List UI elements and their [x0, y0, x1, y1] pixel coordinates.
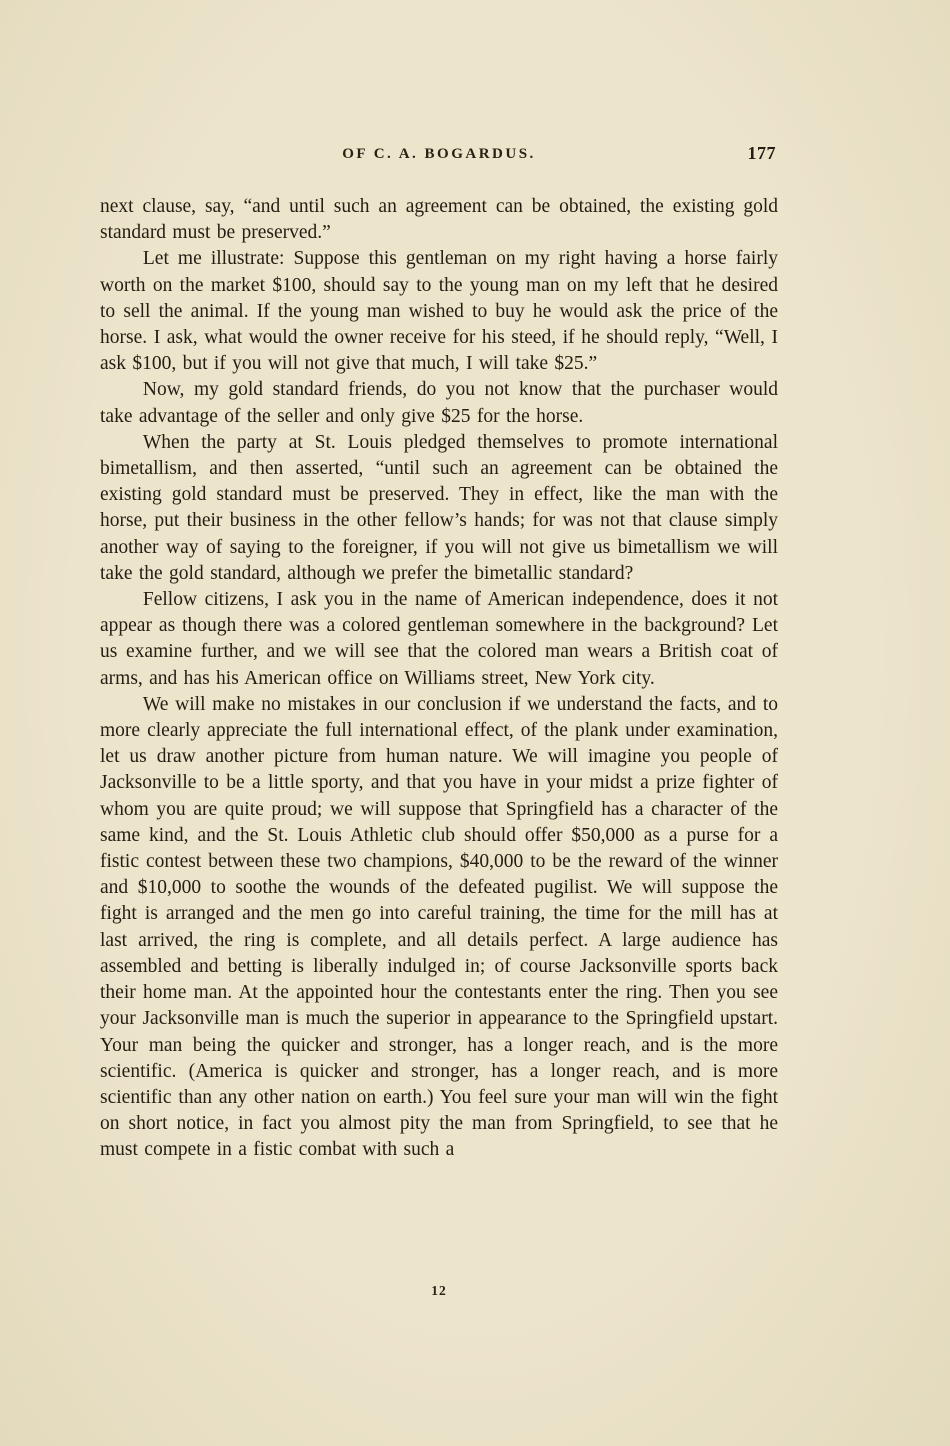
- signature-number: 12: [431, 1283, 447, 1298]
- paragraph: We will make no mistakes in our conclusion if we understand the facts, and to more clearly appreciate the full international effect, of the plank under examination, let us draw another picture from human nature. We will imagine you people of Jacksonville to be a little sporty, and that you have in your midst a prize fighter of whom you are quite proud; we will suppose that Springfield has a character of the same kind, and the St. Louis Athletic club should offer $50,000 as a purse for a fistic contest between these two champions, $40,000 to be the reward of the winner and $10,000 to soothe the wounds of the defeated pugilist. We will suppose the fight is arranged and the men go into careful training, the time for the mill has at last arrived, the ring is complete, and all details perfect. A large audience has assembled and betting is liberally indulged in; of course Jacksonville sports back their home man. At the appointed hour the contestants enter the ring. Then you see your Jacksonville man is much the superior in appearance to the Springfield upstart. Your man being the quicker and stronger, has a longer reach, and is the more scientific. (America is quicker and stronger, has a longer reach, and is more scientific than any other nation on earth.) You feel sure your man will win the fight on short notice, in fact you almost pity the man from Springfield, to see that he must compete in a fistic combat with such a: [100, 693, 778, 1161]
- running-title: OF C. A. BOGARDUS.: [342, 146, 536, 162]
- paragraph: When the party at St. Louis pledged themselves to promote international bimetallism, and then asserted, “until such an agreement can be obtained the existing gold standard must be preserved. They in effect, like the man with the horse, put their business in the other fellow’s hands; for was not that clause simply another way of saying to the foreigner, if you will not give us bimetallism we will take the gold standard, although we prefer the bimetallic standard?: [100, 431, 778, 584]
- page-number: 177: [747, 143, 776, 163]
- page-header: [100, 143, 778, 170]
- text-block: [100, 143, 778, 1164]
- paragraph: Fellow citizens, I ask you in the name of American independence, does it not appear as though there was a colored gentleman somewhere in the background? Let us examine further, and we will see that the colored man wears a British coat of arms, and has his American office on Williams street, New York city.: [100, 589, 778, 689]
- page-footer: [100, 1282, 778, 1300]
- body-text: [100, 194, 778, 1164]
- paragraph: next clause, say, “and until such an agreement can be obtained, the existing gold standard must be preserved.”: [100, 196, 778, 244]
- paragraph: Now, my gold standard friends, do you not know that the purchaser would take advantage of the seller and only give $25 for the horse.: [100, 379, 778, 427]
- paragraph: Let me illustrate: Suppose this gentleman on my right having a horse fairly worth on the market $100, should say to the young man on my left that he desired to sell the animal. If the young man wished to buy he would ask the price of the horse. I ask, what would the owner receive for his steed, if he should reply, “Well, I ask $100, but if you will not give that much, I will take $25.”: [100, 248, 778, 375]
